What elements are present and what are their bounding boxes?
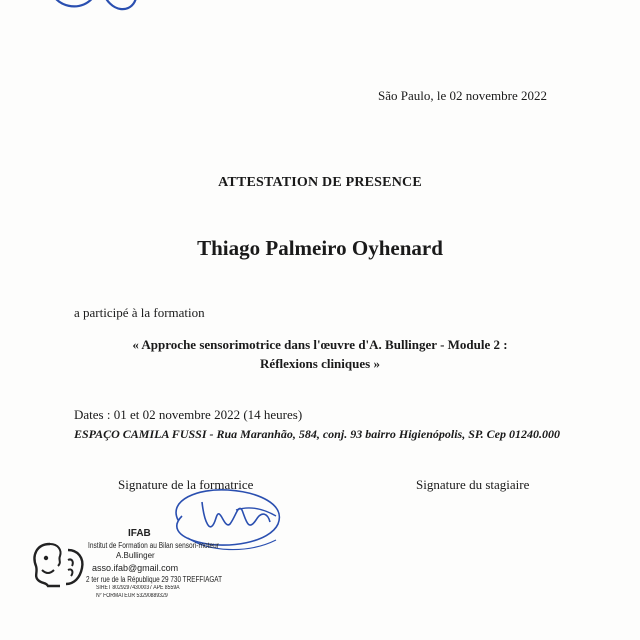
course-dates: Dates : 01 et 02 novembre 2022 (14 heures) — [74, 407, 303, 422]
stamp-institute: Institut de Formation au Bilan sensori-moteur — [88, 541, 219, 550]
course-title — [0, 335, 640, 373]
document-title: ATTESTATION DE PRESENCE — [218, 175, 422, 190]
stamp-organization-name: IFAB — [128, 528, 151, 539]
stamp-formateur-number: N° FORMATEUR 53290889329 — [96, 593, 168, 599]
partial-blue-logo-icon — [40, 0, 150, 14]
trainer-signature-label: Signature de la formatrice — [118, 477, 254, 492]
profile-faces-logo-icon — [28, 540, 88, 590]
trainee-signature-label: Signature du stagiaire — [416, 477, 530, 492]
course-address: ESPAÇO CAMILA FUSSI - Rua Maranhão, 584, conj. 93 bairro Higienópolis, SP. Cep 01240.000 — [74, 427, 560, 441]
course-title-line-1: « Approche sensorimotrice dans l'œuvre d'A. Bullinger - Module 2 : — [132, 337, 508, 352]
stamp-email: asso.ifab@gmail.com — [92, 563, 179, 573]
course-title-line-2: Réflexions cliniques » — [260, 356, 380, 371]
participant-name: Thiago Palmeiro Oyhenard — [197, 236, 443, 260]
stamp-siret: SIRET 80292974300037 APE 8559A — [96, 585, 180, 591]
document-date: São Paulo, le 02 novembre 2022 — [378, 88, 547, 103]
stamp-street: 2 ter rue de la République 29 730 TREFFIAGAT — [86, 575, 223, 584]
participation-statement: a participé à la formation — [74, 305, 205, 320]
stamp-person: A.Bullinger — [116, 551, 155, 560]
